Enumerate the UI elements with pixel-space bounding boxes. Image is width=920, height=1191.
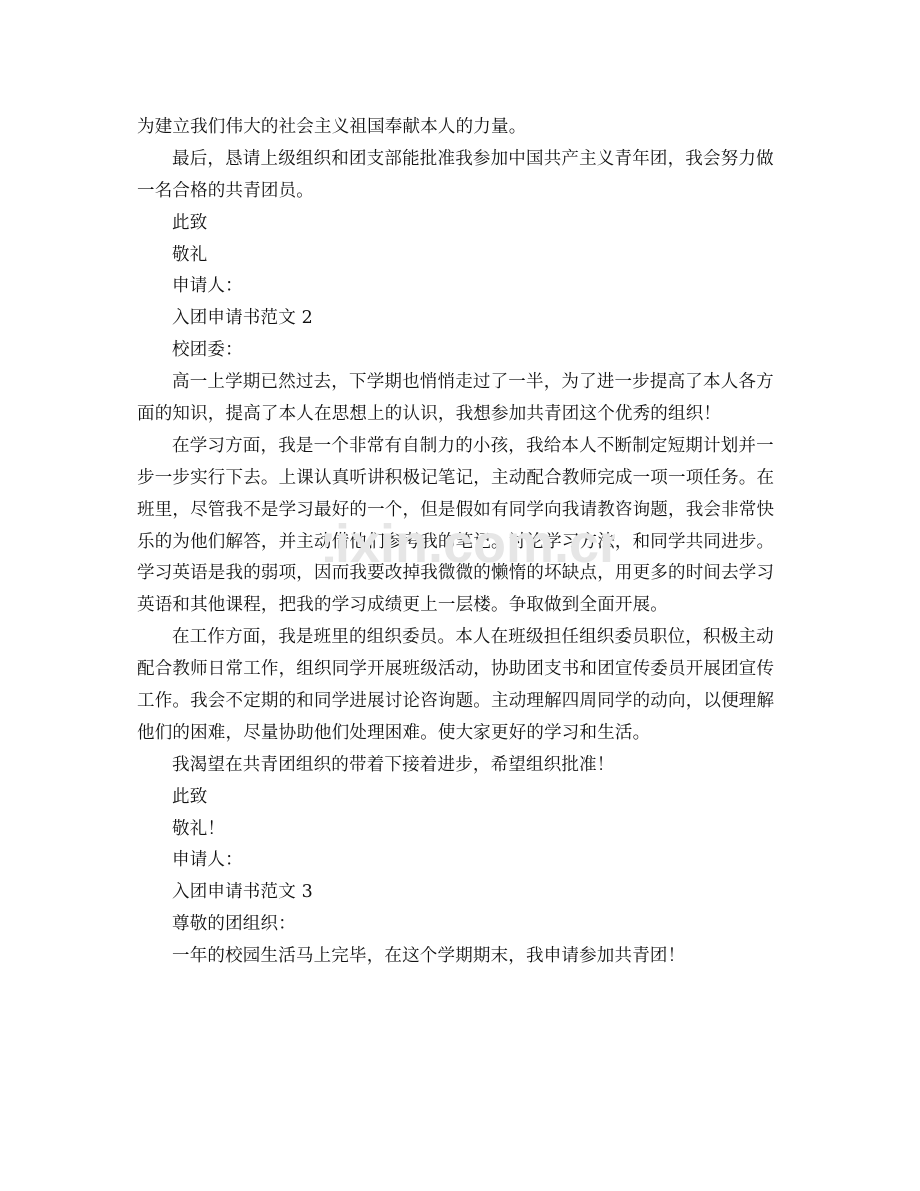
text-line: 班里，尽管我不是学习最好的一个，但是假如有同学向我请教咨询题，我会非常快 (137, 499, 775, 520)
text-line: 为建立我们伟大的社会主义祖国奉献本人的力量。 (137, 117, 527, 137)
text-line: 校团委： (172, 340, 243, 361)
text-line: 高一上学期已然过去，下学期也悄悄走过了一半，为了进一步提高了本人各方 (172, 372, 774, 393)
text-line: 他们的困难，尽量协助他们处理困难。使大家更好的学习和生活。 (137, 722, 651, 743)
text-line: 在工作方面，我是班里的组织委员。本人在班级担任组织委员职位，积极主动 (172, 627, 774, 648)
text-line: 配合教师日常工作，组织同学开展班级活动，协助团支书和团宣传委员开展团宣传 (137, 659, 775, 680)
text-line: 申请人： (172, 276, 243, 297)
text-line: 申请人： (172, 850, 243, 871)
text-line: 入团申请书范文 3 (172, 882, 313, 903)
text-line: 我渴望在共青团组织的带着下接着进步，希望组织批准！ (172, 754, 615, 775)
text-line: 面的知识，提高了本人在思想上的认识，我想参加共青团这个优秀的组织！ (137, 404, 722, 425)
document-body (137, 112, 787, 973)
text-line: 最后，恳请上级组织和团支部能批准我参加中国共产主义青年团，我会努力做 (172, 148, 774, 169)
text-line: 敬礼 (172, 244, 208, 265)
text-line: 在学习方面，我是一个非常有自制力的小孩，我给本人不断制定短期计划并一 (172, 435, 774, 456)
text-line: 此致 (172, 786, 208, 807)
text-line: 英语和其他课程，把我的学习成绩更上一层楼。争取做到全面开展。 (137, 595, 668, 616)
text-line: 入团申请书范文 2 (172, 308, 313, 329)
text-line: 学习英语是我的弱项，因而我要改掉我微微的懒惰的坏缺点，用更多的时间去学习 (137, 563, 775, 584)
text-line: 此致 (172, 212, 208, 233)
text-line: 一名合格的共青团员。 (137, 180, 314, 201)
text-line: 乐的为他们解答，并主动借他们参考我的笔记。讨论学习方法，和同学共同进步。 (137, 531, 775, 552)
text-line: 敬礼！ (172, 818, 226, 839)
text-line: 工作。我会不定期的和同学进展讨论咨询题。主动理解四周同学的动向，以便理解 (137, 691, 775, 712)
text-line: 步一步实行下去。上课认真听讲积极记笔记，主动配合教师完成一项一项任务。在 (137, 467, 775, 488)
text-line: 一年的校园生活马上完毕，在这个学期期末，我申请参加共青团！ (172, 946, 686, 967)
text-line: 尊敬的团组织： (172, 914, 296, 935)
watermark-text: ixin.com.cn (334, 514, 615, 574)
